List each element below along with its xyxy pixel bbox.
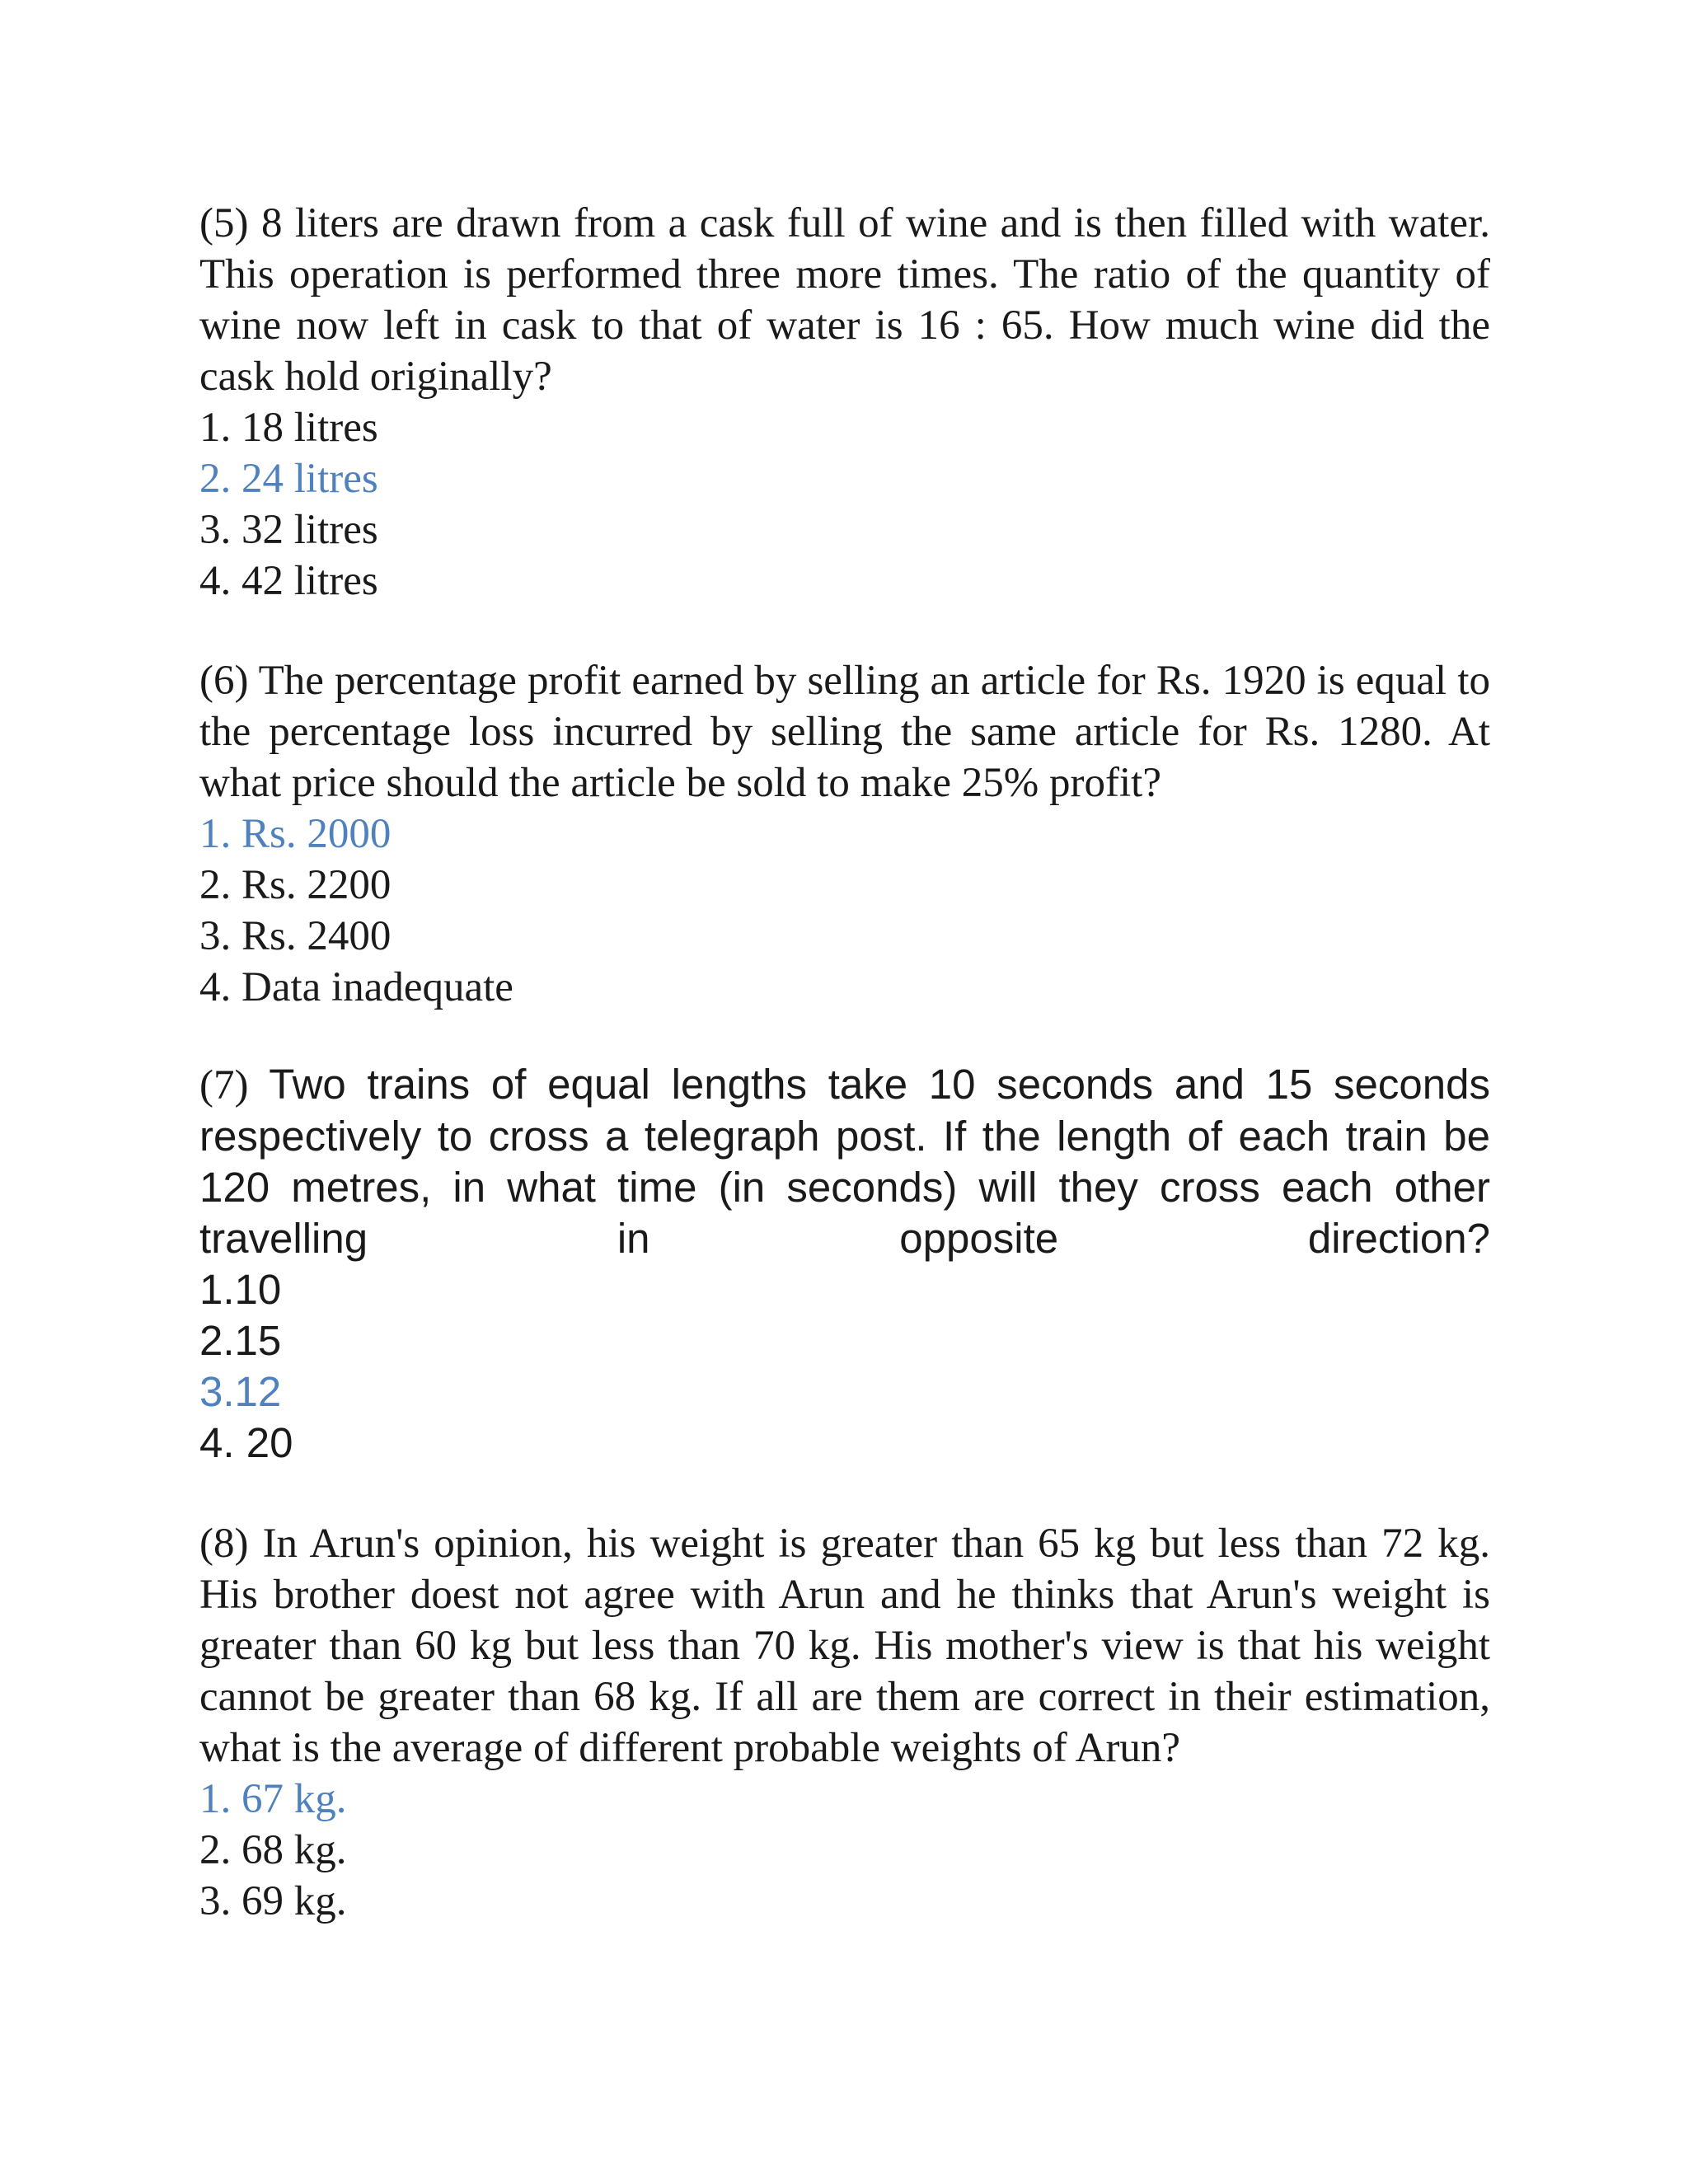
option-3: 3. 69 kg.: [199, 1878, 347, 1924]
question-6: [199, 655, 1490, 1013]
question-text: [199, 1059, 1490, 1264]
question-text: (8) In Arun's opinion, his weight is greater than 65 kg but less than 72 kg. His brother doest not agree with Arun and he thinks that Arun's weight is greater than 60 kg but less than 70 kg. His mother's view is that his weight cannot be greater than 68 kg. If all are them are correct in their estimation, what is the average of different probable weights of Arun?: [199, 1521, 1490, 1771]
option-4: 4. Data inadequate: [199, 964, 513, 1010]
option-1: 1. 18 litres: [199, 405, 378, 451]
option-2: 2.15: [199, 1317, 282, 1364]
option-1-correct: 1. Rs. 2000: [199, 811, 392, 857]
options-list: [199, 402, 1490, 607]
options-list: [199, 1264, 1490, 1469]
option-1-correct: 1. 67 kg.: [199, 1776, 347, 1822]
question-5: [199, 198, 1490, 607]
option-2: 2. 68 kg.: [199, 1827, 347, 1873]
question-7: [199, 1059, 1490, 1469]
option-3: 3. Rs. 2400: [199, 913, 392, 959]
question-text: (6) The percentage profit earned by selling an article for Rs. 1920 is equal to the percentage loss incurred by selling the same article for Rs. 1280. At what price should the article be sold to make 25% profit?: [199, 658, 1490, 806]
option-2-correct: 2. 24 litres: [199, 456, 378, 502]
options-list: [199, 808, 1490, 1013]
option-3-correct: 3.12: [199, 1368, 282, 1415]
option-1: 1.10: [199, 1266, 282, 1313]
option-2: 2. Rs. 2200: [199, 862, 392, 908]
question-8: [199, 1518, 1490, 1927]
question-number: (7): [199, 1062, 249, 1108]
option-3: 3. 32 litres: [199, 507, 378, 553]
question-text: (5) 8 liters are drawn from a cask full of wine and is then filled with water. This operation is performed three more times. The ratio of the quantity of wine now left in cask to that of water is 16 : 65. How much wine did the cask hold originally?: [199, 200, 1490, 400]
option-4: 4. 20: [199, 1419, 293, 1466]
question-body: Two trains of equal lengths take 10 seconds and 15 seconds respectively to cross a telegraph post. If the length of each train be 120 metres, in what time (in seconds) will they cross each other travelling in opposite direction?: [199, 1061, 1491, 1262]
options-list: [199, 1774, 1490, 1927]
option-4: 4. 42 litres: [199, 558, 378, 604]
